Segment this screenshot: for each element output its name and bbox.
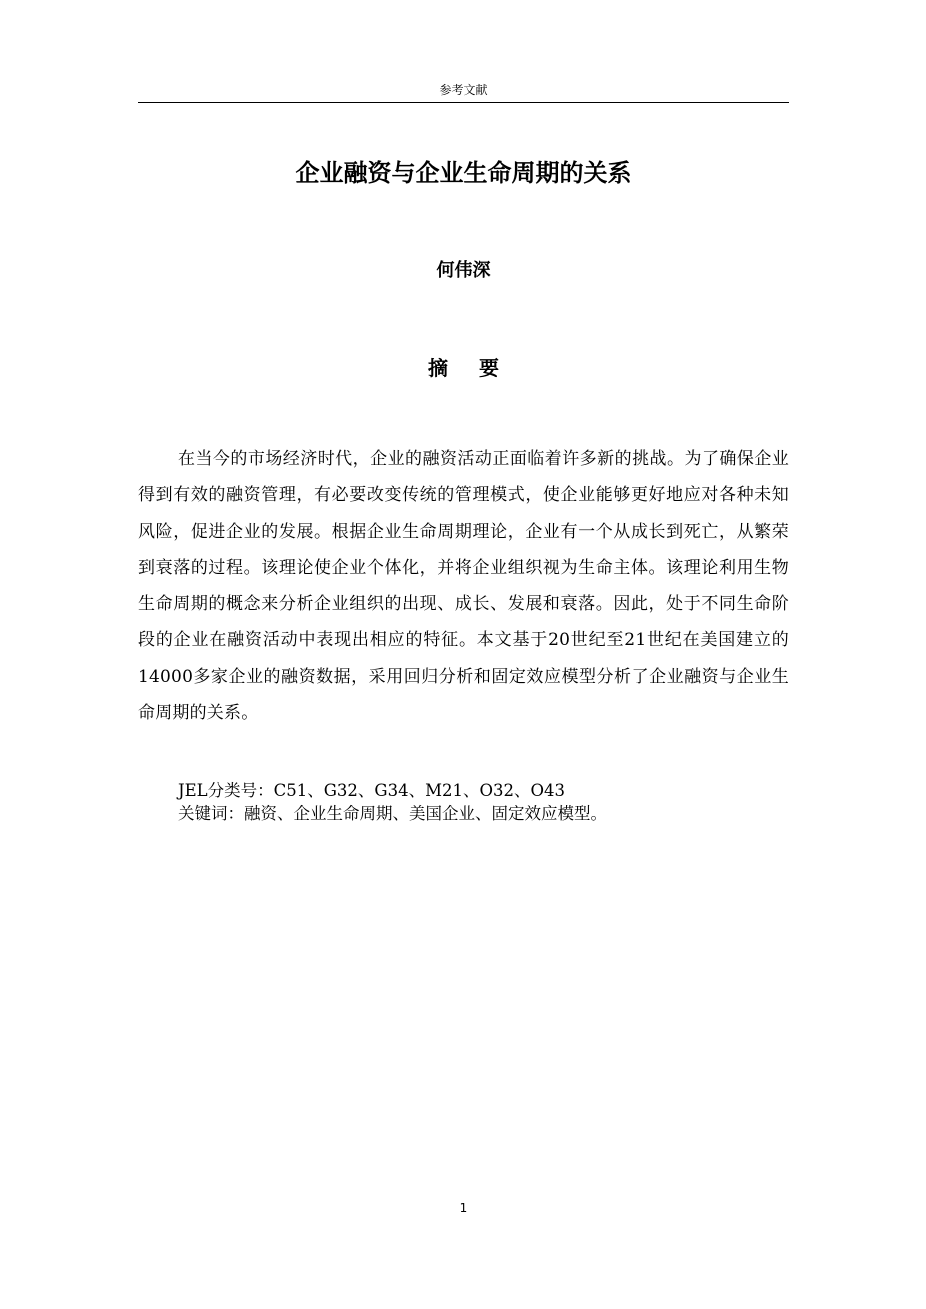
jel-classification: JEL分类号：C51、G32、G34、M21、O32、O43 xyxy=(178,781,566,800)
header-rule xyxy=(138,102,789,103)
abstract-body: 在当今的市场经济时代，企业的融资活动正面临着许多新的挑战。为了确保企业得到有效的融资管理，有必要改变传统的管理模式，使企业能够更好地应对各种未知风险，促进企业的发展。根据企业生命周期理论，企业有一个从成长到死亡，从繁荣到衰落的过程。该理论使企业个体化，并将企业组织视为生命主体。该理论利用生物生命周期的概念来分析企业组织的出现、成长、发展和衰落。因此，处于不同生命阶段的企业在融资活动中表现出相应的特征。本文基于20世纪至21世纪在美国建立的14000多家企业的融资数据，采用回归分析和固定效应模型分析了企业融资与企业生命周期的关系。 xyxy=(138,449,789,724)
running-header: 参考文献 xyxy=(439,83,488,97)
abstract-heading: 摘 要 xyxy=(428,356,511,380)
author-name: 何伟深 xyxy=(436,260,491,281)
keywords: 关键词：融资、企业生命周期、美国企业、固定效应模型。 xyxy=(178,804,607,823)
page-number: 1 xyxy=(459,1201,468,1215)
paper-title: 企业融资与企业生命周期的关系 xyxy=(295,159,632,187)
